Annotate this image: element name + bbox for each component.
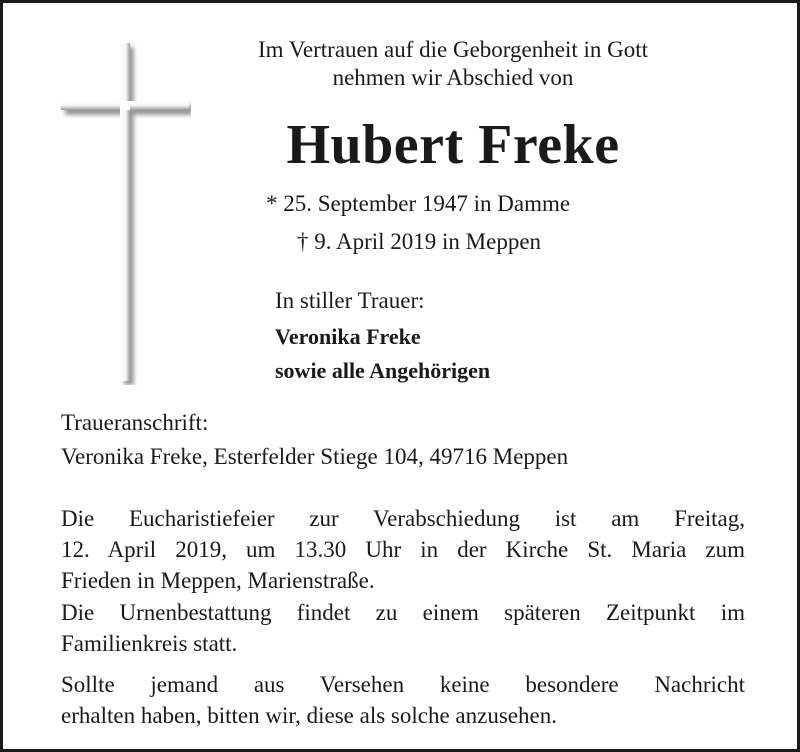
birth-date: * 25. September 1947 in Damme — [266, 191, 571, 216]
death-date: † 9. April 2019 in Meppen — [297, 229, 542, 254]
deceased-name: Hubert Freke — [286, 114, 620, 176]
paragraph-line: erhalten haben, bitten wir, diese als solche anzusehen. — [61, 703, 557, 728]
mourning-label: In stiller Trauer: — [275, 288, 425, 313]
paragraph-line: Die Urnenbestattung findet zu einem späteren Zeitpunkt im — [61, 600, 745, 625]
intro-line-1: Im Vertrauen auf die Geborgenheit in Gott — [257, 37, 649, 62]
address-text: Veronika Freke, Esterfelder Stiege 104, 49716 Meppen — [61, 444, 569, 469]
mourner-name: Veronika Freke — [275, 324, 421, 349]
intro-line-2: nehmen wir Abschied von — [332, 65, 574, 90]
paragraph-service — [61, 503, 745, 596]
paragraph-line: Sollte jemand aus Versehen keine besondere Nachricht — [61, 672, 745, 697]
paragraph-line: Familienkreis statt. — [61, 631, 238, 656]
paragraph-notice — [61, 669, 745, 731]
paragraph-line: 12. April 2019, um 13.30 Uhr in der Kirche St. Maria zum — [61, 537, 745, 562]
cross-icon — [61, 43, 191, 385]
paragraph-line: Die Eucharistiefeier zur Verabschiedung ist am Freitag, — [61, 506, 745, 531]
paragraph-burial — [61, 597, 745, 659]
mourner-relatives: sowie alle Angehörigen — [275, 358, 491, 383]
paragraph-line: Frieden in Meppen, Marienstraße. — [61, 568, 375, 593]
address-label: Traueranschrift: — [61, 410, 209, 435]
